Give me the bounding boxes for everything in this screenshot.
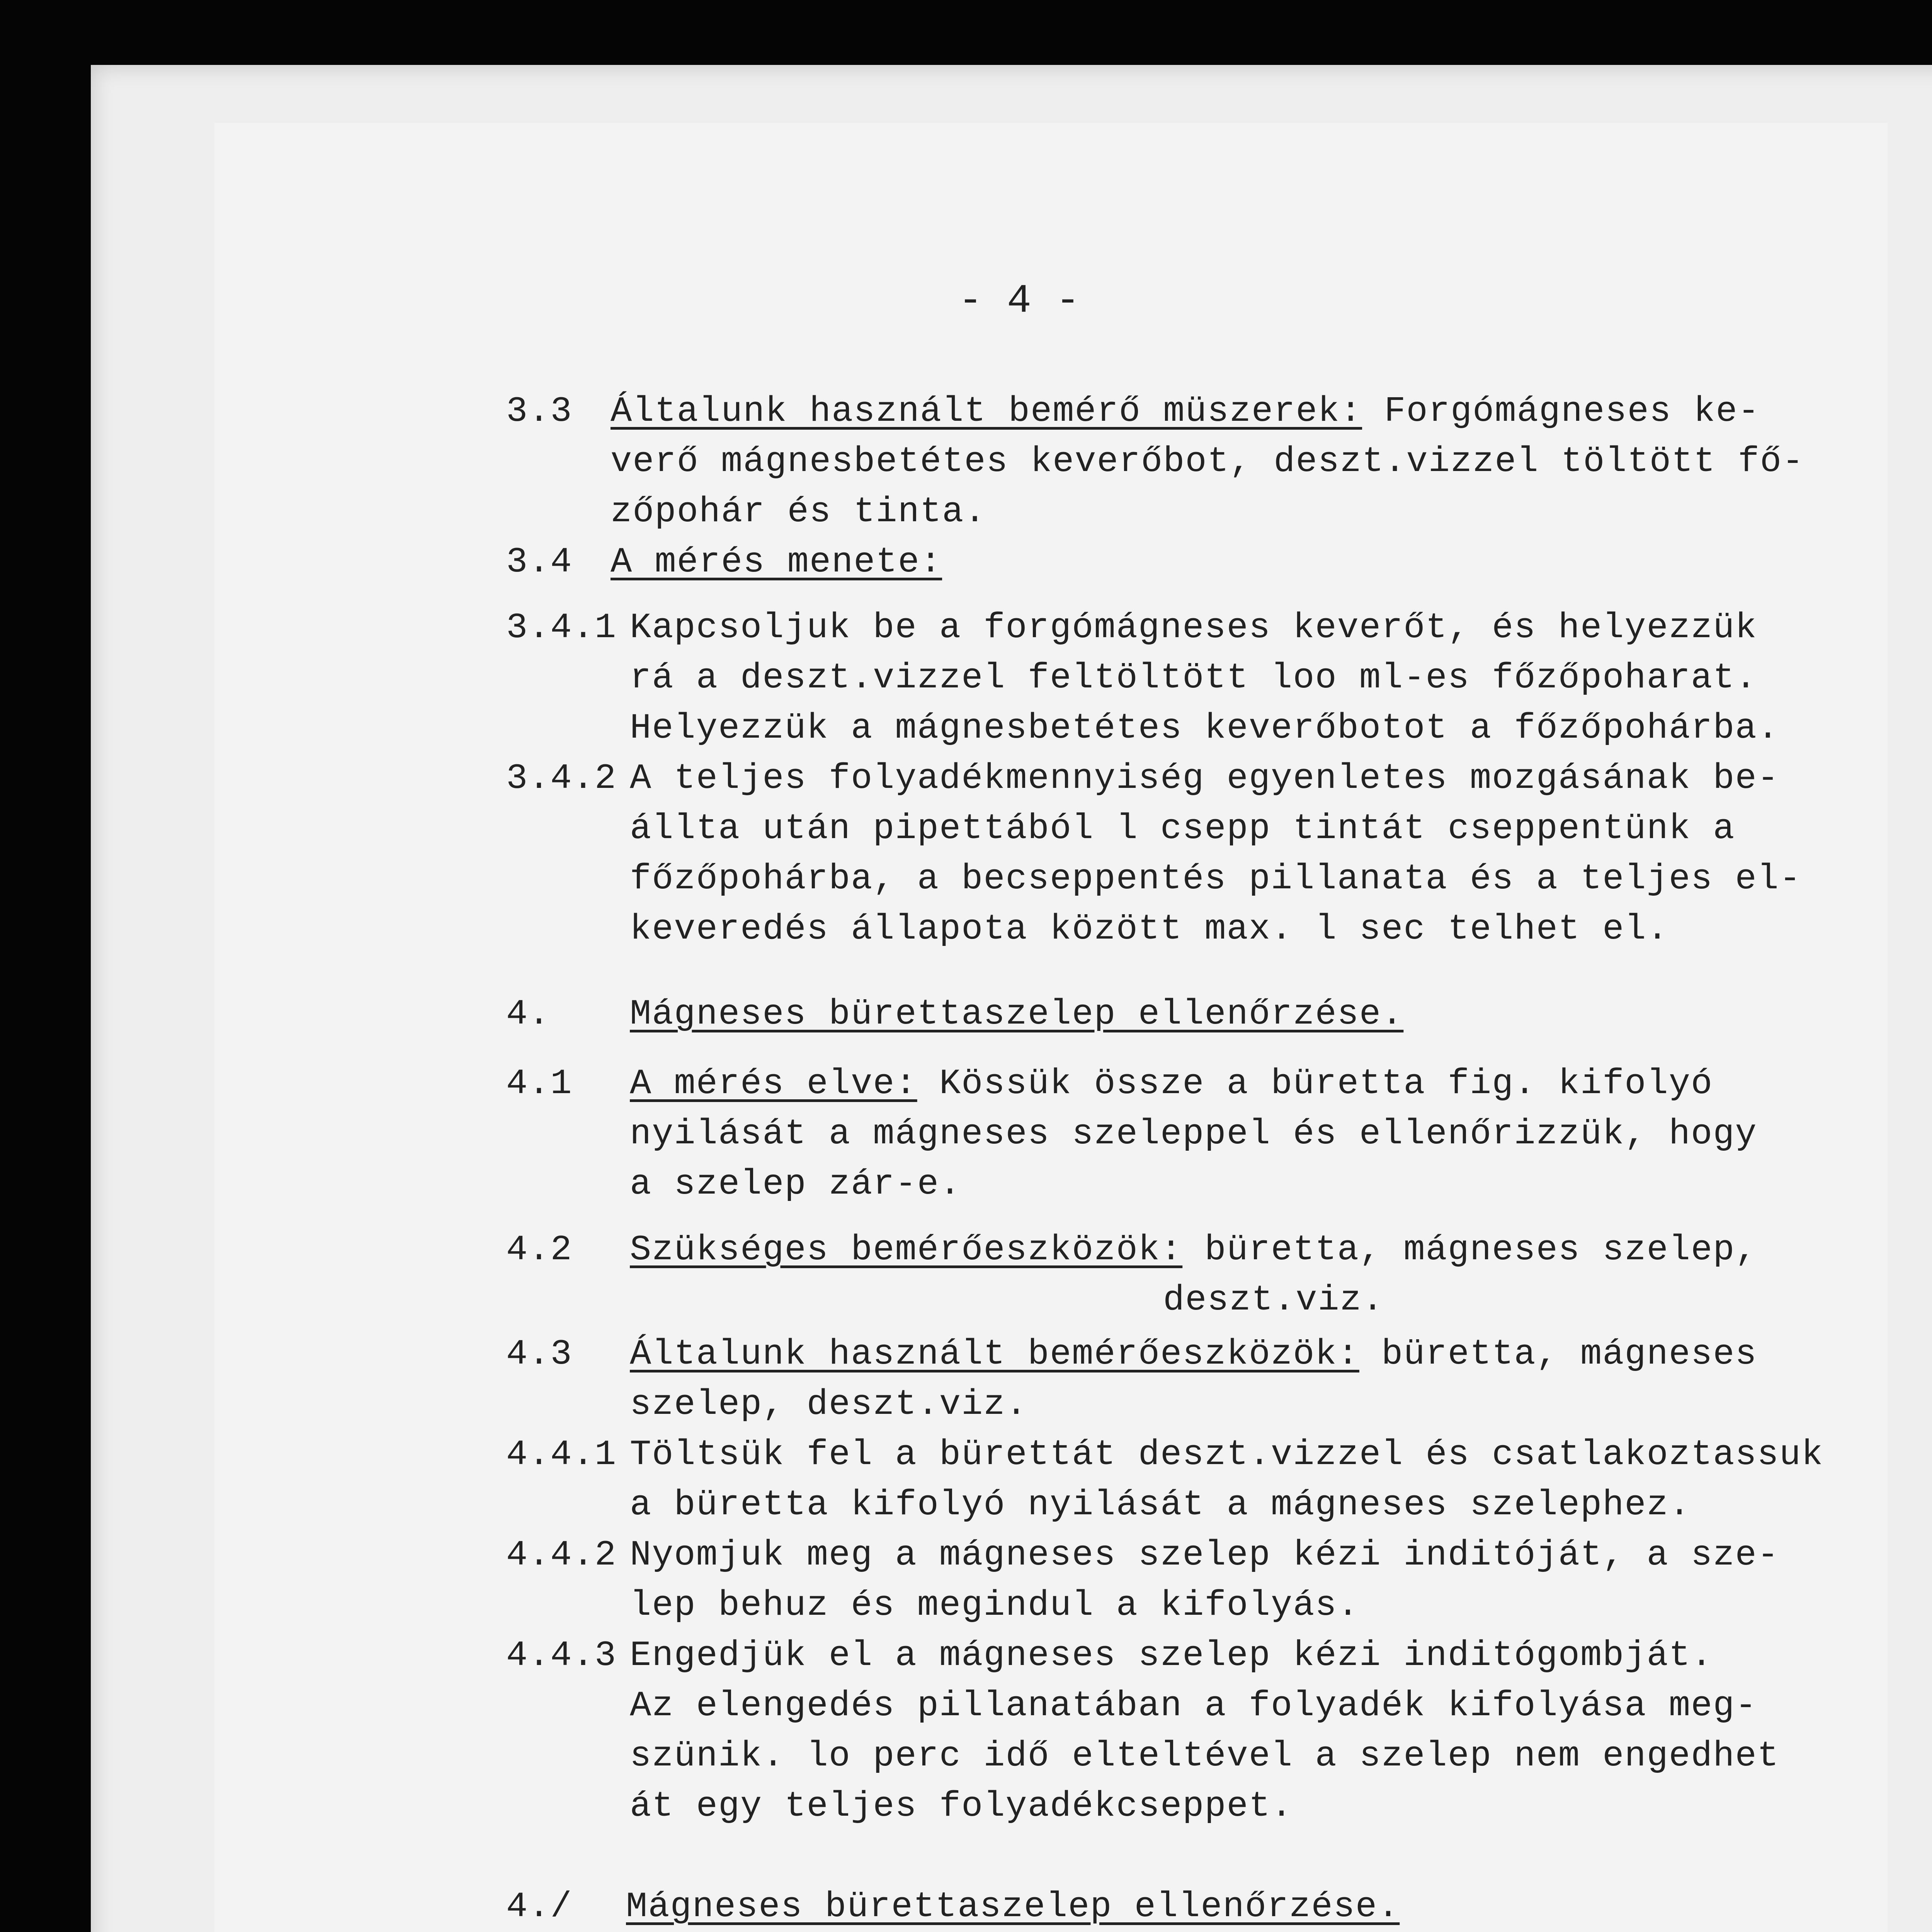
line-rest: Kössük össze a büretta fig. kifolyó [917, 1063, 1713, 1104]
text-line: állta után pipettából l csepp tintát cseppentünk a [630, 808, 1735, 849]
text-line: Helyezzük a mágnesbetétes keverőbotot a főzőpohárba. [630, 708, 1779, 748]
line-rest: büretta, mágneses szelep, [1182, 1230, 1757, 1270]
text-line: rá a deszt.vizzel feltöltött loo ml-es főzőpoharat. [630, 658, 1757, 698]
section-heading: A mérés menete: [611, 542, 942, 582]
text-line: szünik. lo perc idő elteltével a szelep nem engedhet [630, 1736, 1779, 1776]
text-line [630, 989, 1403, 1039]
text-line: zőpohár és tinta. [611, 492, 986, 532]
section-number: 4.2 [506, 1230, 573, 1270]
text-line: Nyomjuk meg a mágneses szelep kézi inditóját, a sze- [630, 1535, 1779, 1575]
text-line: főzőpohárba, a becseppentés pillanata és a teljes el- [630, 859, 1802, 899]
section-heading: Általunk használt bemérőeszközök: [630, 1334, 1359, 1374]
section-heading: Szükséges bemérőeszközök: [630, 1230, 1183, 1270]
text-line [630, 1225, 1757, 1275]
section-heading: A mérés elve: [630, 1063, 917, 1104]
text-line: deszt.viz. [1163, 1280, 1384, 1320]
text-line: keveredés állapota között max. l sec telhet el. [630, 909, 1669, 949]
text-line [630, 1059, 1713, 1109]
section-number: 4.4.2 [506, 1535, 617, 1575]
text-line [611, 537, 942, 587]
text-line: Töltsük fel a bürettát deszt.vizzel és csatlakoztassuk [630, 1434, 1824, 1475]
section-heading: Mágneses bürettaszelep ellenőrzése. [630, 994, 1404, 1034]
text-line: A teljes folyadékmennyiség egyenletes mozgásának be- [630, 758, 1779, 799]
section-number: 4.1 [506, 1063, 573, 1104]
text-line: szelep, deszt.viz. [630, 1384, 1028, 1425]
section-number: 4.3 [506, 1334, 573, 1374]
section-number: 4. [506, 994, 551, 1034]
text-line [611, 386, 1760, 437]
section-heading: Általunk használt bemérő müszerek: [611, 391, 1362, 432]
text-line: a büretta kifolyó nyilását a mágneses szelephez. [630, 1485, 1691, 1525]
text-line: a szelep zár-e. [630, 1164, 962, 1204]
section-number: 4.4.1 [506, 1434, 617, 1475]
section-heading: Mágneses bürettaszelep ellenőrzése. [626, 1886, 1400, 1927]
text-line [630, 1329, 1757, 1379]
section-number: 4.4.3 [506, 1635, 617, 1676]
line-rest: büretta, mágneses [1359, 1334, 1757, 1374]
section-number: 3.3 [506, 391, 573, 432]
text-line: Kapcsoljuk be a forgómágneses keverőt, és helyezzük [630, 607, 1757, 648]
section-number: 3.4.2 [506, 758, 617, 799]
line-rest: Forgómágneses ke- [1362, 391, 1760, 432]
section-number: 3.4.1 [506, 607, 617, 648]
section-number: 3.4 [506, 542, 573, 582]
text-line: Engedjük el a mágneses szelep kézi inditógombját. [630, 1635, 1713, 1676]
page-number: - 4 - [958, 278, 1080, 324]
text-line: verő mágnesbetétes keverőbot, deszt.vizzel töltött fő- [611, 441, 1804, 482]
text-line [626, 1882, 1400, 1932]
section-number: 4./ [506, 1886, 573, 1927]
text-line: Az elengedés pillanatában a folyadék kifolyása meg- [630, 1685, 1757, 1726]
text-line: lep behuz és megindul a kifolyás. [630, 1585, 1359, 1626]
text-line: nyilását a mágneses szeleppel és ellenőrizzük, hogy [630, 1114, 1757, 1154]
text-line: át egy teljes folyadékcseppet. [630, 1786, 1293, 1827]
